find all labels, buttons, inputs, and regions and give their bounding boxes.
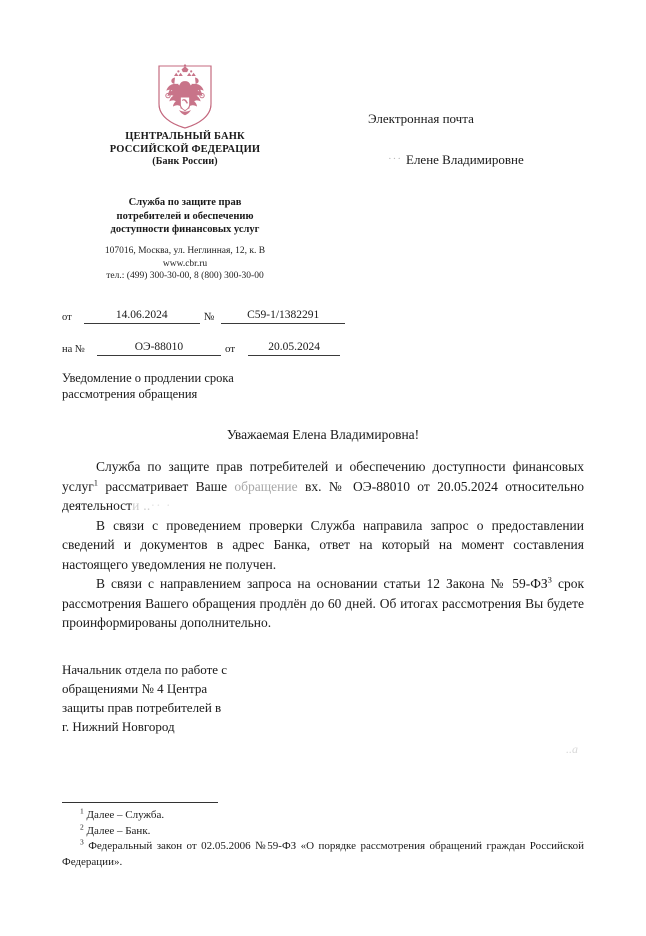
service-title-line3: доступности финансовых услуг bbox=[110, 224, 260, 235]
footnote-3-marker: 3 bbox=[80, 837, 84, 847]
signature-line4: г. Нижний Новгород bbox=[62, 719, 175, 734]
footnote-2 bbox=[62, 821, 584, 840]
footnote-ref-3: 3 bbox=[547, 574, 552, 585]
incoming-reference-row bbox=[62, 340, 340, 356]
p3-segment-1: В связи с направлением запроса на основании статьи 12 Закона № 59-ФЗ bbox=[96, 576, 548, 591]
p1-segment-1: Служба по защите прав потребителей и обеспечению доступности финансовых услуг bbox=[62, 459, 584, 494]
bank-title bbox=[48, 131, 322, 169]
salutation: Уважаемая Елена Владимировна! bbox=[226, 427, 420, 442]
letter-body bbox=[62, 457, 584, 633]
postal-address: 107016, Москва, ул. Неглинная, 12, к. В bbox=[104, 246, 266, 256]
phone-numbers: тел.: (499) 300-30-00, 8 (800) 300-30-00 bbox=[106, 271, 264, 281]
p1-ghost-tail: ·· · bbox=[150, 498, 172, 513]
incoming-date-value: 20.05.2024 bbox=[248, 340, 340, 356]
p1-segment-2: рассматривает Ваше bbox=[98, 478, 235, 494]
body-paragraph-2: В связи с проведением проверки Служба направила запрос о предоставлении сведений и документов в адрес Банка, ответ на который на момент составления настоящего уведомления не получен. bbox=[62, 517, 584, 572]
signature-line3: защиты прав потребителей в bbox=[62, 700, 222, 715]
letter-subject bbox=[62, 370, 362, 402]
bank-title-line3: (Банк России) bbox=[152, 156, 218, 168]
footnote-2-marker: 2 bbox=[80, 821, 84, 831]
signature-line2: обращениями № 4 Центра bbox=[62, 681, 208, 696]
service-title bbox=[48, 196, 322, 237]
footnote-1 bbox=[62, 808, 584, 824]
redaction-mark-icon: ··· bbox=[388, 153, 402, 165]
p1-segment-3: вх. № ОЭ-88010 от 20.05.2024 относительно деятельност bbox=[62, 478, 584, 513]
footnote-3-text: Федеральный закон от 02.05.2006 №59-ФЗ «О порядке рассмотрения обращений граждан Российской Федерации». bbox=[62, 840, 584, 868]
addressee-name-line bbox=[388, 152, 524, 168]
body-paragraph-3 bbox=[62, 574, 584, 633]
incoming-number-label: на № bbox=[62, 344, 85, 355]
outgoing-date-value: 14.06.2024 bbox=[84, 308, 200, 324]
incoming-date-label: от bbox=[224, 343, 236, 355]
outgoing-date-label: от bbox=[62, 312, 72, 323]
incoming-number-value: ОЭ-88010 bbox=[97, 340, 221, 356]
p1-degraded-tail: и .. bbox=[132, 498, 151, 513]
signature-line1: Начальник отдела по работе с bbox=[62, 662, 228, 677]
letterhead-contacts bbox=[48, 245, 322, 283]
service-title-line1: Служба по защите прав bbox=[128, 197, 242, 208]
footnote-ref-1: 1 bbox=[93, 477, 99, 487]
number-sign-label: № bbox=[203, 311, 215, 323]
footnotes-block bbox=[62, 808, 584, 870]
p1-faded-word: обращение bbox=[234, 478, 298, 494]
signature-mark: ..а bbox=[566, 742, 578, 756]
subject-line2: рассмотрения обращения bbox=[62, 387, 198, 401]
service-title-line2: потребителей и обеспечению bbox=[116, 210, 254, 222]
body-paragraph-1 bbox=[62, 457, 584, 516]
subject-line1: Уведомление о продлении срока bbox=[62, 371, 234, 385]
addressee-channel: Электронная почта bbox=[368, 111, 474, 126]
coat-of-arms-icon bbox=[155, 64, 215, 130]
footnote-1-marker: 1 bbox=[80, 806, 84, 816]
outgoing-number-value: С59-1/1382291 bbox=[221, 308, 345, 324]
outgoing-reference-row bbox=[62, 308, 345, 324]
bank-title-line1: ЦЕНТРАЛЬНЫЙ БАНК bbox=[125, 131, 245, 142]
p3-segment-2: срок рассмотрения Вашего обращения продлён до 60 дней. Об итогах рассмотрения Вы будете проинформированы дополнительно. bbox=[62, 576, 584, 630]
footnote-3 bbox=[62, 839, 584, 870]
addressee-name: Елене Владимировне bbox=[406, 152, 524, 167]
bank-title-line2: РОССИЙСКОЙ ФЕДЕРАЦИИ bbox=[109, 143, 261, 155]
footnote-2-text: Далее – Банк. bbox=[83, 824, 151, 837]
signature-block bbox=[62, 660, 392, 736]
footnote-separator bbox=[62, 802, 218, 803]
footnote-1-text: Далее – Служба. bbox=[83, 809, 165, 821]
website-url: www.cbr.ru bbox=[162, 258, 208, 269]
